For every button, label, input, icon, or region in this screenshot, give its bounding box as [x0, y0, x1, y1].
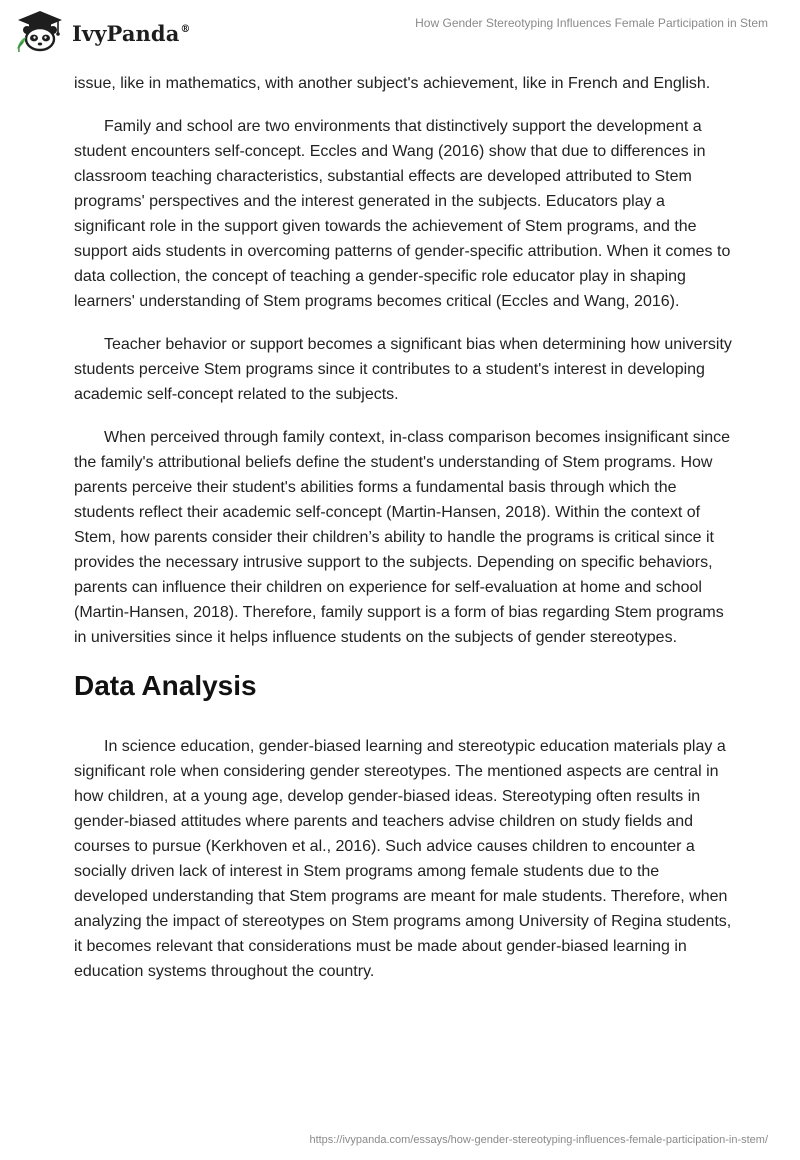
- panda-graduate-icon: [14, 9, 66, 53]
- paragraph: When perceived through family context, in-class comparison becomes insignificant since the family's attributional beliefs define the student's understanding of Stem programs. How parents perceive their student's abilities forms a fundamental basis through which the students reflect their academic self-concept (Martin-Hansen, 2018). Within the context of Stem, how parents consider their children’s ability to handle the programs is critical since it provides the necessary intrusive support to the subjects. Depending on specific behaviors, parents can influence their children on experience for self-evaluation at home and school (Martin-Hansen, 2018). Therefore, family support is a form of bias regarding Stem programs in universities since it helps influence students on the subjects of gender stereotypes.: [74, 429, 731, 646]
- paragraph: issue, like in mathematics, with another subject's achievement, like in French and English.: [74, 75, 711, 92]
- brand-name: IvyPanda®: [72, 20, 191, 46]
- source-url[interactable]: https://ivypanda.com/essays/how-gender-stereotyping-influences-female-participation-in-stem/: [309, 1134, 768, 1146]
- paragraph: Family and school are two environments that distinctively support the development a student encounters self-concept. Eccles and Wang (2016) show that due to differences in classroom teaching characteristics, substantial effects are developed attributed to Stem programs' perspectives and the interest generated in the subjects. Educators play a significant role in the support given towards the achievement of Stem programs, and the support aids students in overcoming patterns of gender-specific attribution. When it comes to data collection, the concept of teaching a gender-specific role educator play in shaping learners' understanding of Stem programs becomes critical (Eccles and Wang, 2016).: [74, 118, 731, 310]
- paragraph: Teacher behavior or support becomes a significant bias when determining how university students perceive Stem programs since it contributes to a student's interest in developing academic self-concept related to the subjects.: [74, 336, 732, 403]
- document-title: How Gender Stereotyping Influences Female Participation in Stem: [415, 16, 768, 30]
- paragraph: In science education, gender-biased learning and stereotypic education materials play a significant role when considering gender stereotypes. The mentioned aspects are central in how children, at a young age, develop gender-biased ideas. Stereotyping often results in gender-biased attitudes where parents and teachers advise children on study fields and courses to pursue (Kerkhoven et al., 2016). Such advice causes children to encounter a socially driven lack of interest in Stem programs among female students due to the developed understanding that Stem programs are meant for male students. Therefore, when analyzing the impact of stereotypes on Stem programs among University of Regina students, it becomes relevant that considerations must be made about gender-biased learning in education systems throughout the country.: [74, 738, 732, 980]
- page-header: [0, 0, 800, 70]
- registered-mark: ®: [180, 23, 191, 35]
- article-body: [74, 71, 734, 1002]
- section-heading: Data Analysis: [74, 670, 257, 701]
- brand-logo[interactable]: [14, 9, 191, 53]
